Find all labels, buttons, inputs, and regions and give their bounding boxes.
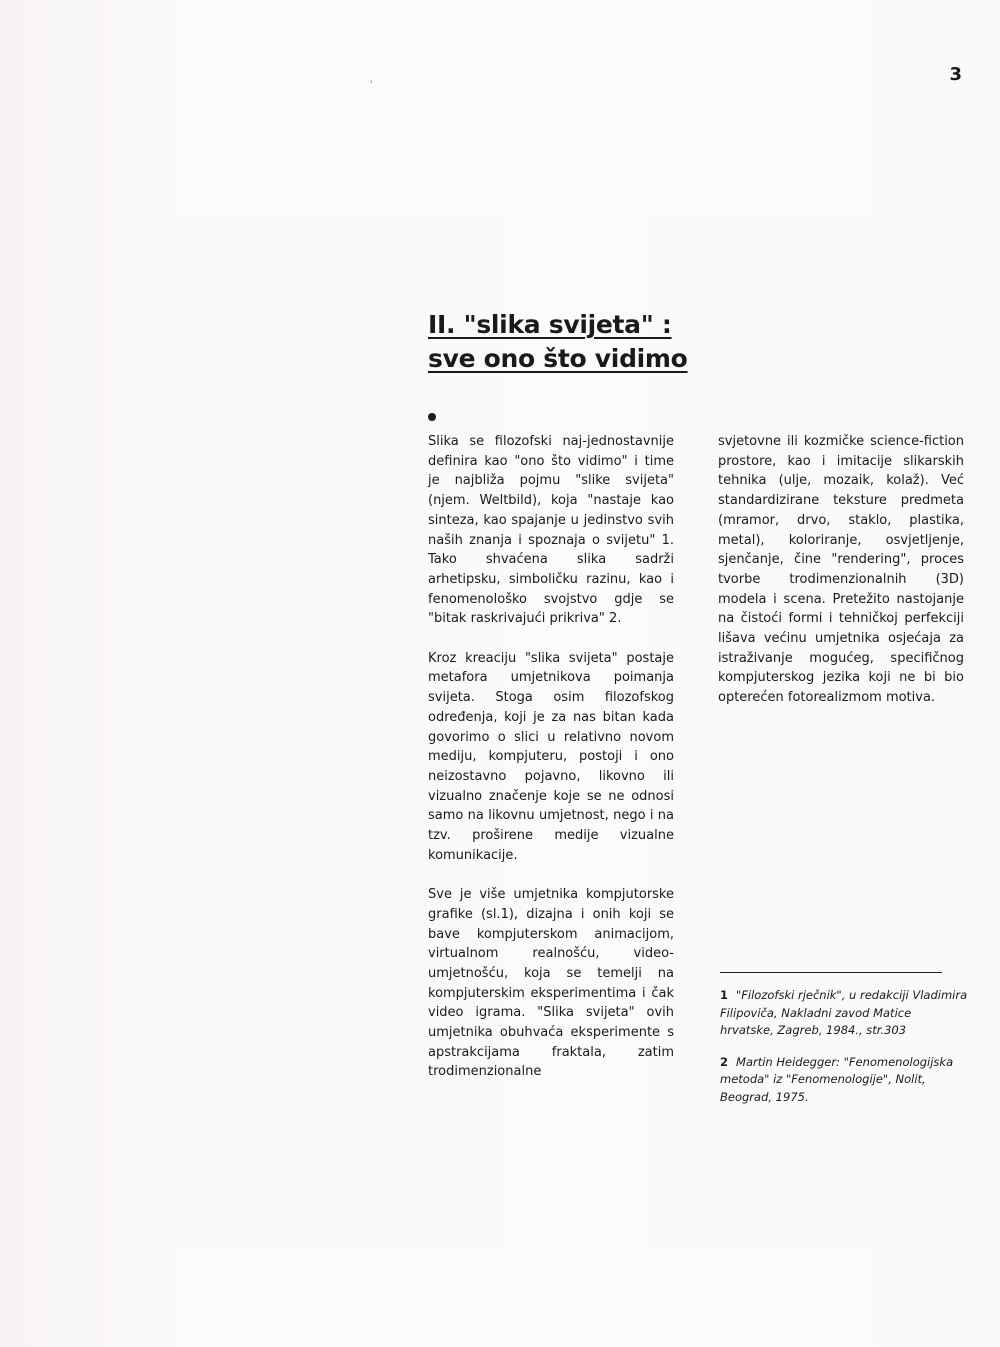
bullet-icon: [428, 413, 436, 421]
scan-mark: ': [370, 80, 373, 90]
text-column-right: [718, 432, 964, 728]
footnote-number: 1: [720, 988, 729, 1002]
footnotes: [720, 972, 968, 1120]
chapter-title-line-2: sve ono što vidimo: [428, 344, 688, 373]
text-column-left: [428, 432, 674, 1102]
chapter-title: [428, 308, 688, 376]
footnote: [720, 987, 968, 1040]
page-number: 3: [949, 64, 962, 85]
paragraph: Sve je više umjetnika kompjutorske grafike (sl.1), dizajna i onih koji se bave kompjuterskom animacijom, virtualnom realnošću, video-umjetnošću, koja se temelji na kompjuterskim eksperimentima i čak video igrama. "Slika svijeta" ovih umjetnika obuhvaća eksperimente s apstrakcijama fraktala, zatim trodimenzionalne: [428, 887, 674, 1080]
paragraph: Slika se filozofski naj-jednostavnije definira kao "ono što vidimo" i time je najbliža pojmu "slike svijeta" (njem. Weltbild), koja "nastaje kao sinteza, kao spajanje u jedinstvo svih naših znanja i spoznaja o svijetu" 1. Tako shvaćena slika sadrži arhetipsku, simboličku razinu, kao i fenomenološko svojstvo gdje se "bitak raskrivajući prikriva" 2.: [428, 434, 674, 627]
footnote: [720, 1054, 968, 1107]
paragraph: Kroz kreaciju "slika svijeta" postaje metafora umjetnikova poimanja svijeta. Stoga osim filozofskog određenja, koji je za nas bitan kada govorimo o slici u relativno novom mediju, kompjuteru, postoji i ono neizostavno pojavno, likovno ili vizualno značenje koje se ne odnosi samo na likovnu umjetnost, nego i na tzv. proširene medije vizualne komunikacije.: [428, 650, 674, 863]
footnote-text: "Filozofski rječnik", u redakciji Vladimira Filipoviča, Nakladni zavod Matice hrvatske, Zagreb, 1984., str.303: [720, 988, 968, 1037]
paragraph: svjetovne ili kozmičke science-fiction prostore, kao i imitacije slikarskih tehnika (ulje, mozaik, kolaž). Već standardizirane teksture predmeta (mramor, drvo, staklo, plastika, metal), koloriranje, osvjetljenje, sjenčanje, čine "rendering", proces tvorbe trodimenzionalnih (3D) modela i scena. Pretežito nastojanje na čistoći formi i tehničkoj perfekciji lišava većinu umjetnika osjećaja za istraživanje mogućeg, specifičnog kompjuterskog jezika koji ne bi bio opterećen fotorealizmom motiva.: [718, 434, 964, 706]
footnote-text: Martin Heidegger: "Fenomenologijska metoda" iz "Fenomenologije", Nolit, Beograd, 1975.: [720, 1054, 954, 1104]
footnote-divider: [720, 972, 942, 973]
footnote-number: 2: [720, 1054, 729, 1069]
chapter-title-line-1: II. "slika svijeta" :: [428, 310, 672, 339]
